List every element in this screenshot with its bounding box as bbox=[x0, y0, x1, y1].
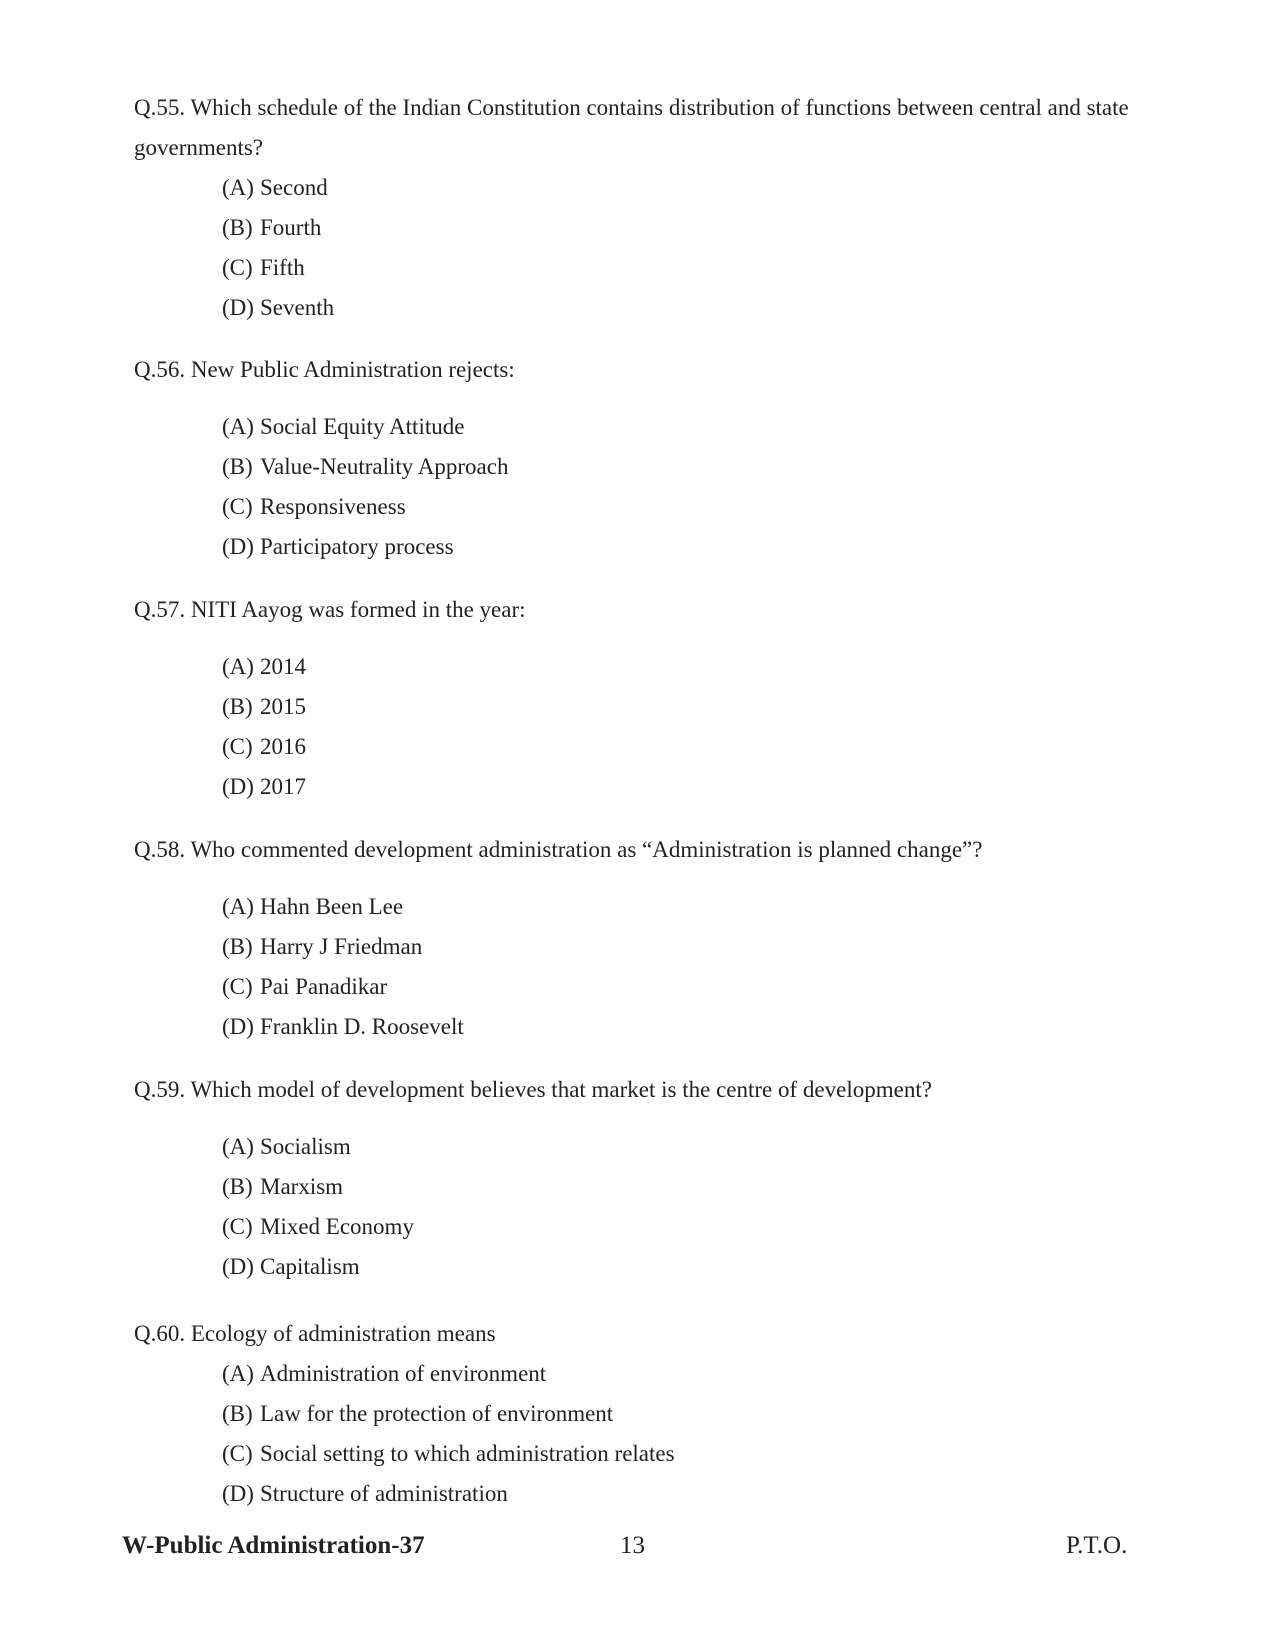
option-c bbox=[222, 248, 1222, 288]
option-letter: (D) bbox=[222, 1254, 254, 1279]
question-text: Q.58. Who commented development administration as “Administration is planned change”? bbox=[134, 837, 983, 862]
option-letter: (A) bbox=[222, 1361, 254, 1386]
option-c bbox=[222, 967, 1222, 1007]
paper-code: W-Public Administration-37 bbox=[122, 1532, 425, 1559]
question-text: Q.55. Which schedule of the Indian Constitution contains distribution of functions between central and state governments? bbox=[134, 95, 1129, 160]
option-text: Capitalism bbox=[260, 1254, 360, 1279]
option-d bbox=[222, 1007, 1222, 1047]
option-a bbox=[222, 1127, 1222, 1167]
question-59 bbox=[134, 1070, 1134, 1287]
option-list bbox=[222, 407, 1222, 567]
option-letter: (A) bbox=[222, 654, 254, 679]
page-number: 13 bbox=[620, 1532, 645, 1559]
option-list bbox=[222, 1354, 1222, 1514]
option-text: Participatory process bbox=[260, 534, 454, 559]
option-letter: (B) bbox=[222, 215, 253, 240]
option-d bbox=[222, 1474, 1222, 1514]
option-b bbox=[222, 447, 1222, 487]
option-c bbox=[222, 1207, 1222, 1247]
option-b bbox=[222, 687, 1222, 727]
option-text: Value-Neutrality Approach bbox=[260, 454, 509, 479]
option-letter: (A) bbox=[222, 414, 254, 439]
question-57 bbox=[134, 590, 1134, 807]
option-text: Law for the protection of environment bbox=[260, 1401, 614, 1426]
option-d bbox=[222, 1247, 1222, 1287]
option-text: Social setting to which administration relates bbox=[260, 1441, 675, 1466]
option-letter: (C) bbox=[222, 1214, 253, 1239]
option-c bbox=[222, 1434, 1222, 1474]
option-letter: (C) bbox=[222, 734, 253, 759]
question-55 bbox=[134, 88, 1134, 328]
option-d bbox=[222, 288, 1222, 328]
option-letter: (D) bbox=[222, 774, 254, 799]
option-letter: (C) bbox=[222, 494, 253, 519]
option-text: Marxism bbox=[260, 1174, 344, 1199]
option-list bbox=[222, 887, 1222, 1047]
option-letter: (C) bbox=[222, 974, 253, 999]
option-text: Franklin D. Roosevelt bbox=[260, 1014, 464, 1039]
option-b bbox=[222, 1167, 1222, 1207]
option-text: Structure of administration bbox=[260, 1481, 508, 1506]
option-text: 2015 bbox=[260, 694, 306, 719]
option-text: Socialism bbox=[260, 1134, 351, 1159]
question-text: Q.60. Ecology of administration means bbox=[134, 1321, 496, 1346]
option-d bbox=[222, 767, 1222, 807]
option-text: Fifth bbox=[260, 255, 305, 280]
option-c bbox=[222, 727, 1222, 767]
option-text: Fourth bbox=[260, 215, 322, 240]
option-a bbox=[222, 407, 1222, 447]
option-letter: (C) bbox=[222, 1441, 253, 1466]
option-a bbox=[222, 887, 1222, 927]
option-text: Seventh bbox=[260, 295, 335, 320]
option-letter: (D) bbox=[222, 295, 254, 320]
option-text: Social Equity Attitude bbox=[260, 414, 465, 439]
option-letter: (B) bbox=[222, 694, 253, 719]
option-text: Pai Panadikar bbox=[260, 974, 388, 999]
option-text: Administration of environment bbox=[260, 1361, 547, 1386]
option-letter: (A) bbox=[222, 894, 254, 919]
option-text: 2017 bbox=[260, 774, 306, 799]
option-c bbox=[222, 487, 1222, 527]
option-letter: (B) bbox=[222, 1401, 253, 1426]
question-text: Q.57. NITI Aayog was formed in the year: bbox=[134, 597, 526, 622]
option-letter: (A) bbox=[222, 175, 254, 200]
option-a bbox=[222, 168, 1222, 208]
option-letter: (D) bbox=[222, 534, 254, 559]
option-b bbox=[222, 927, 1222, 967]
option-letter: (B) bbox=[222, 454, 253, 479]
option-list bbox=[222, 168, 1222, 328]
option-letter: (B) bbox=[222, 1174, 253, 1199]
option-text: 2016 bbox=[260, 734, 306, 759]
option-d bbox=[222, 527, 1222, 567]
option-text: Responsiveness bbox=[260, 494, 406, 519]
question-56 bbox=[134, 350, 1134, 567]
option-text: Second bbox=[260, 175, 328, 200]
option-b bbox=[222, 208, 1222, 248]
option-list bbox=[222, 647, 1222, 807]
pto-label: P.T.O. bbox=[1066, 1532, 1128, 1559]
option-letter: (D) bbox=[222, 1481, 254, 1506]
question-text: Q.56. New Public Administration rejects: bbox=[134, 357, 515, 382]
option-letter: (A) bbox=[222, 1134, 254, 1159]
question-text: Q.59. Which model of development believes that market is the centre of development? bbox=[134, 1077, 932, 1102]
option-letter: (D) bbox=[222, 1014, 254, 1039]
question-58 bbox=[134, 830, 1134, 1047]
option-a bbox=[222, 647, 1222, 687]
question-60 bbox=[134, 1314, 1134, 1514]
option-text: Harry J Friedman bbox=[260, 934, 423, 959]
option-b bbox=[222, 1394, 1222, 1434]
option-list bbox=[222, 1127, 1222, 1287]
option-text: Hahn Been Lee bbox=[260, 894, 404, 919]
option-a bbox=[222, 1354, 1222, 1394]
option-text: Mixed Economy bbox=[260, 1214, 414, 1239]
option-text: 2014 bbox=[260, 654, 306, 679]
option-letter: (B) bbox=[222, 934, 253, 959]
option-letter: (C) bbox=[222, 255, 253, 280]
